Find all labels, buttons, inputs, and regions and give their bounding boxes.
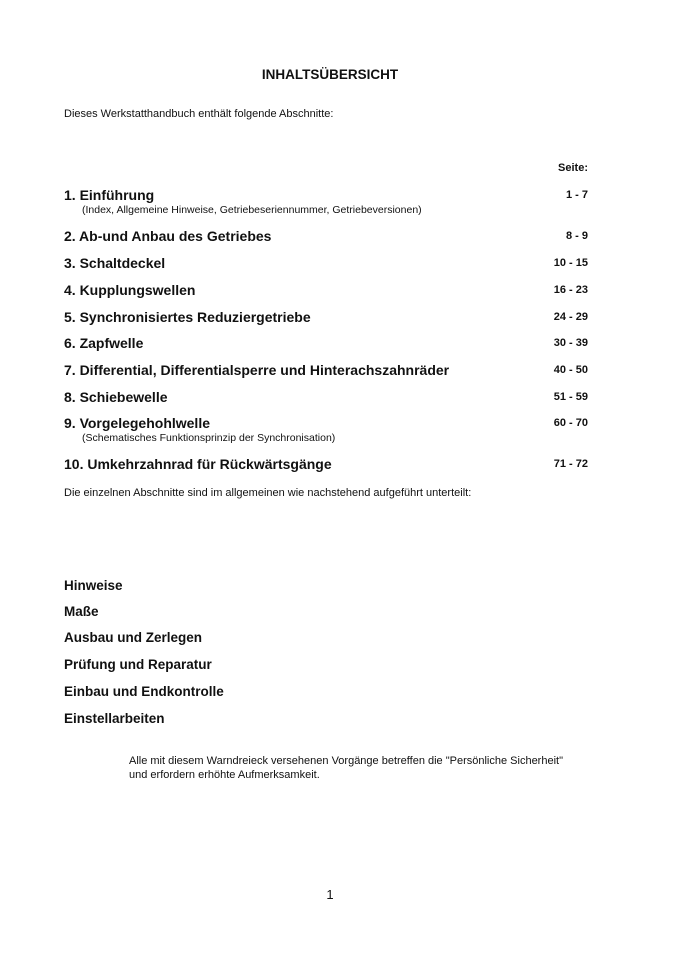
subdivision-item: Einbau und Endkontrolle — [64, 684, 224, 699]
toc-item-pages: 10 - 15 — [553, 257, 588, 269]
toc-item-label: 3. Schaltdeckel — [64, 255, 166, 271]
toc-item-pages: 60 - 70 — [553, 417, 588, 429]
toc-item-label: 7. Differential, Differentialsperre und Hinterachszahnräder — [64, 362, 450, 378]
toc-item-label: 1. Einführung — [64, 187, 155, 203]
toc-item-label: 9. Vorgelegehohlwelle — [64, 415, 211, 431]
toc-item-label: 8. Schiebewelle — [64, 389, 168, 405]
subdivision-item: Einstellarbeiten — [64, 711, 165, 726]
toc-item-pages: 71 - 72 — [553, 458, 588, 470]
intro-text: Dieses Werkstatthandbuch enthält folgende Abschnitte: — [64, 108, 334, 120]
page-title: INHALTSÜBERSICHT — [261, 67, 399, 82]
toc-item-pages: 51 - 59 — [553, 391, 588, 403]
subdivision-item: Prüfung und Reparatur — [64, 657, 212, 672]
toc-item-pages: 24 - 29 — [553, 311, 588, 323]
page-number: 1 — [326, 887, 334, 902]
toc-item-subtitle: (Index, Allgemeine Hinweise, Getriebeseriennummer, Getriebeversionen) — [82, 204, 422, 216]
toc-item-label: 2. Ab-und Anbau des Getriebes — [64, 228, 272, 244]
warning-note-line: Alle mit diesem Warndreieck versehenen Vorgänge betreffen die "Persönliche Sicherheit" — [129, 755, 563, 767]
subdivision-intro: Die einzelnen Abschnitte sind im allgemeinen wie nachstehend aufgeführt unterteilt: — [64, 487, 472, 499]
warning-note-line: und erfordern erhöhte Aufmerksamkeit. — [129, 769, 320, 781]
toc-item-pages: 40 - 50 — [553, 364, 588, 376]
toc-item-label: 10. Umkehrzahnrad für Rückwärtsgänge — [64, 456, 332, 472]
toc-item-pages: 16 - 23 — [553, 284, 588, 296]
subdivision-item: Ausbau und Zerlegen — [64, 630, 203, 645]
toc-item-label: 6. Zapfwelle — [64, 335, 144, 351]
toc-item-subtitle: (Schematisches Funktionsprinzip der Synchronisation) — [82, 432, 336, 444]
subdivision-item: Maße — [64, 604, 99, 619]
toc-item-label: 5. Synchronisiertes Reduziergetriebe — [64, 309, 311, 325]
page-column-header: Seite: — [558, 162, 588, 174]
toc-item-pages: 8 - 9 — [565, 230, 588, 242]
subdivision-item: Hinweise — [64, 578, 123, 593]
toc-item-pages: 1 - 7 — [565, 189, 588, 201]
toc-item-pages: 30 - 39 — [553, 337, 588, 349]
toc-item-label: 4. Kupplungswellen — [64, 282, 196, 298]
